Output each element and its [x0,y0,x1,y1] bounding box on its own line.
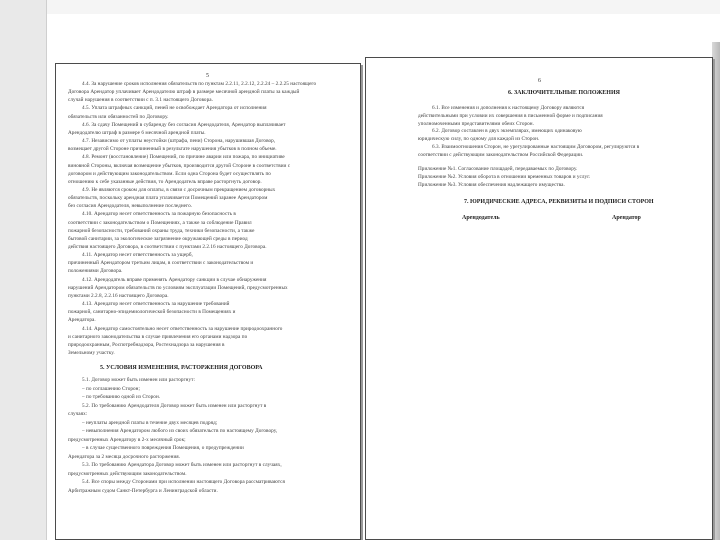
text-line: Арендатора за 2 месяца досрочного расторжения. [68,453,181,460]
text-line: 4.7. Независимо от уплаты неустойки (штрафа, пени) Сторона, нарушившая Договор, [82,138,276,145]
text-line: 4.4. За нарушение сроков исполнения обязательств по пунктам 2.2.11, 2.2.12, 2.2.24 – 2.2.25 настоящего [82,81,317,87]
text-line: без согласия Арендодателя, невыполнение последнего. [68,203,193,210]
text-line: 4.10. Арендатор несет ответственность за пожарную безопасность в [82,211,236,218]
text-line: предусмотренных действующим законодательством. [68,470,187,477]
text-line: 4.8. Ремонт (восстановление) Помещений, по причине аварии или пожара, по инициативе [82,154,285,161]
text-line: обязательств или обязанностей по Договору. [68,113,169,120]
text-line: 4.6. За сдачу Помещений в субаренду без согласия Арендодателя, Арендатор выплачивает [82,121,286,128]
text-line: Приложение №3. Условия обеспечения надлежащего имущества. [418,182,565,189]
text-line: соответствии с законодательством о Помещениях, а также за соблюдение Правил [68,219,252,226]
text-line: 6.2. Договор составлен в двух экземплярах, имеющих одинаковую [432,128,582,135]
text-line: причиненный Арендатором третьим лицам, в соответствии с законодательством и [68,260,254,267]
text-line: 4.14. Арендатор самостоятельно несет ответственность за нарушение природоохранного [82,325,283,332]
text-line: случаях: [68,411,88,417]
section-title: 5. УСЛОВИЯ ИЗМЕНЕНИЯ, РАСТОРЖЕНИЯ ДОГОВОРА [100,365,263,371]
signatory-lessee: Арендатор [612,215,641,221]
text-line: виновной Стороны, включая возмещение убытков, производится другой Стороне в соответствии с [68,162,291,169]
text-line: Договора Арендатор уплачивает Арендодателю штраф в размере месячной арендной платы за каждый [68,89,300,96]
text-line: 5.1. Договор может быть изменен или расторгнут: [82,377,195,383]
text-line: 4.5. Уплата штрафных санкций, пеней не освобождает Арендатора от исполнения [82,105,267,112]
signatory-lessor: Арендодатель [462,215,500,221]
text-line: уполномоченными представителями обеих Сторон. [418,120,534,127]
text-line: договором и действующим законодательством. Если одна Сторона будет осуществлять по [68,170,271,177]
viewer-top-bar [0,0,720,14]
page-number: 6 [538,78,541,84]
text-line: обязательств, поскольку арендная плата уплачивается Помещений заранее Арендатором [68,195,268,202]
text-line: возмещает другой Стороне причиненный в результате нарушения убытков в полном объеме. [68,146,277,153]
text-line: 5.3. По требованию Арендатора Договор может быть изменен или расторгнут в случаях, [82,462,282,468]
text-line: – неуплаты арендной платы в течение двух месяцев подряд; [82,419,218,426]
text-line: Приложение №1. Согласование площадей, передаваемых по Договору. [418,166,578,172]
text-line: положениями Договора. [68,268,123,275]
text-line: 4.11. Арендатор несет ответственность за ущерб, [82,252,193,259]
viewer-left-gutter [0,0,47,540]
text-line: и санитарного законодательства в случае привлечения его органами надзора по [68,333,248,340]
text-line: Арендодателю штраф в размере 6 месячной арендной платы. [68,129,206,136]
text-line: соответствии с действующим законодательством Российской Федерации. [418,151,584,158]
document-page-right [365,57,713,540]
text-line: бытовой санитарии, за экологическое загрязнение окружающей среды в период [68,235,248,242]
text-line: – по требованию одной из Сторон. [82,394,161,400]
page-number: 5 [206,73,209,79]
viewer-scroll-shadow [712,42,720,540]
section-title: 7. ЮРИДИЧЕСКИЕ АДРЕСА, РЕКВИЗИТЫ И ПОДПИСИ СТОРОН [464,199,654,205]
text-line: 5.4. Все споры между Сторонами при исполнении настоящего Договора рассматриваются [82,479,285,485]
text-line: юридическую силу, по одному для каждой из Сторон. [418,136,540,143]
text-line: – в случае существенного повреждения Помещения, о предупреждении [82,445,244,451]
text-line: 6.1. Все изменения и дополнения к настоящему Договору являются [432,105,585,111]
text-line: 6.3. Взаимоотношения Сторон, не урегулированные настоящим Договором, регулируются в [432,144,640,150]
text-line: отношению к себе указанные действия, то Арендодатель вправе расторгнуть договор. [68,178,262,185]
text-line: пожарной безопасности, требований охраны труда, техники безопасности, а также [68,227,255,234]
text-line: природоохранным, Роспотребнадзора, Ростехнадзора за нарушения в [68,341,225,348]
text-line: Арендатора. [68,317,96,324]
document-page-left [55,63,361,540]
text-line: пунктами 2.2.8, 2.2.16 настоящего Договора. [68,292,169,299]
text-line: 5.2. По требованию Арендодателя Договор может быть изменен или расторгнут в [82,402,267,409]
text-line: 4.13. Арендатор несет ответственность за нарушение требований [82,301,230,308]
text-line: предусмотренных Арендатору в 2-х месячный срок; [68,436,186,443]
text-line: действия настоящего Договора, в соответствии с пунктами 2.2.16 настоящего Договора. [68,244,267,250]
text-line: Земельному участку. [68,349,115,356]
text-line: Арбитражным судом Санкт-Петербурга и Ленинградской области. [68,487,218,494]
text-line: действительными при условии их совершения в письменной форме и подписания [418,112,603,119]
text-line: случай нарушения в соответствии с п. 3.1 настоящего Договора. [68,97,213,104]
text-line: – невыполнения Арендатором любого из своих обязательств по настоящему Договору, [82,428,278,434]
text-line: пожарной, санитарно-эпидемиологической безопасности в Помещениях и [68,309,236,316]
text-line: нарушений Арендатором обязательств по условиям эксплуатации Помещений, предусмотренных [68,284,288,291]
text-line: 4.12. Арендодатель вправе применять Арендатору санкции в случае обнаружения [82,276,267,283]
text-line: – по соглашению Сторон; [82,385,140,392]
text-line: Приложение №2. Условия оборота в отношении временных товаров и услуг. [418,174,591,181]
section-title: 6. ЗАКЛЮЧИТЕЛЬНЫЕ ПОЛОЖЕНИЯ [508,90,620,96]
text-line: 4.9. Не являются сроком для оплаты, в связи с досрочным прекращением договорных [82,186,276,193]
